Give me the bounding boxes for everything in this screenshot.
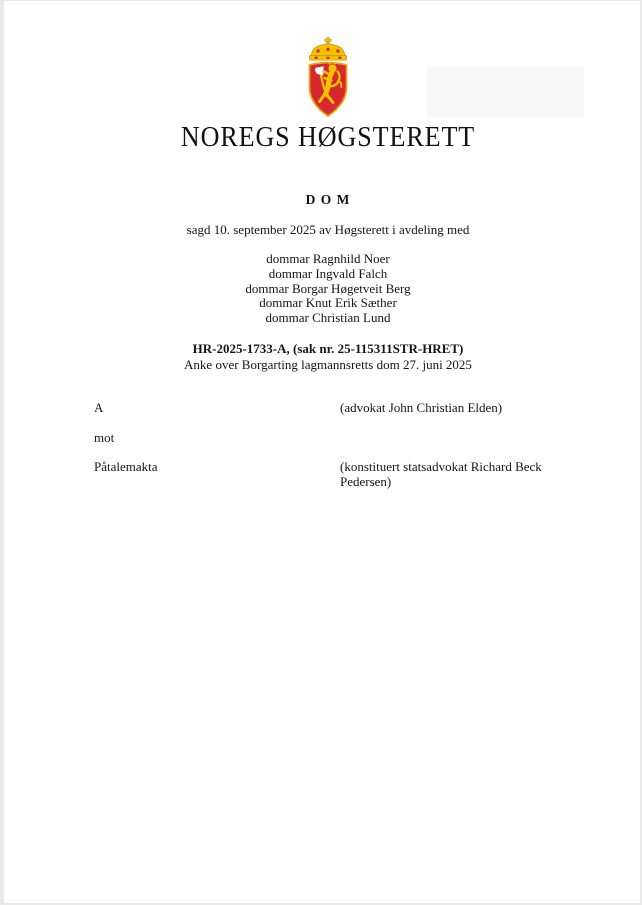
court-name: NOREGS HØGSTERETT (180, 122, 476, 153)
judge-line: dommar Ingvald Falch (268, 265, 388, 281)
appellant-name: A (94, 400, 104, 415)
judge-line: dommar Knut Erik Sæther (259, 295, 397, 311)
appellant-counsel: (advokat John Christian Elden) (340, 400, 503, 415)
judge-line: dommar Borgar Høgetveit Berg (245, 280, 411, 296)
judge-line: dommar Christian Lund (265, 310, 391, 326)
respondent-counsel: (konstituert statsadvokat Richard Beck Pedersen) (340, 459, 542, 489)
pronouncement-line: sagd 10. september 2025 av Høgsterett i avdeling med (186, 222, 470, 237)
document-type-heading: D O M (305, 192, 351, 207)
judgment-page (4, 1, 640, 903)
versus-connector: mot (94, 430, 115, 445)
judges-list (16, 252, 640, 326)
redaction-box (427, 67, 584, 117)
coat-of-arms-icon (298, 37, 358, 119)
judge-line: dommar Ragnhild Noer (266, 251, 390, 266)
case-reference: HR-2025-1733-A, (sak nr. 25-115311STR-HRET) (192, 341, 464, 356)
respondent-name: Påtalemakta (94, 459, 158, 474)
appeal-description: Anke over Borgarting lagmannsretts dom 27. juni 2025 (184, 357, 472, 372)
